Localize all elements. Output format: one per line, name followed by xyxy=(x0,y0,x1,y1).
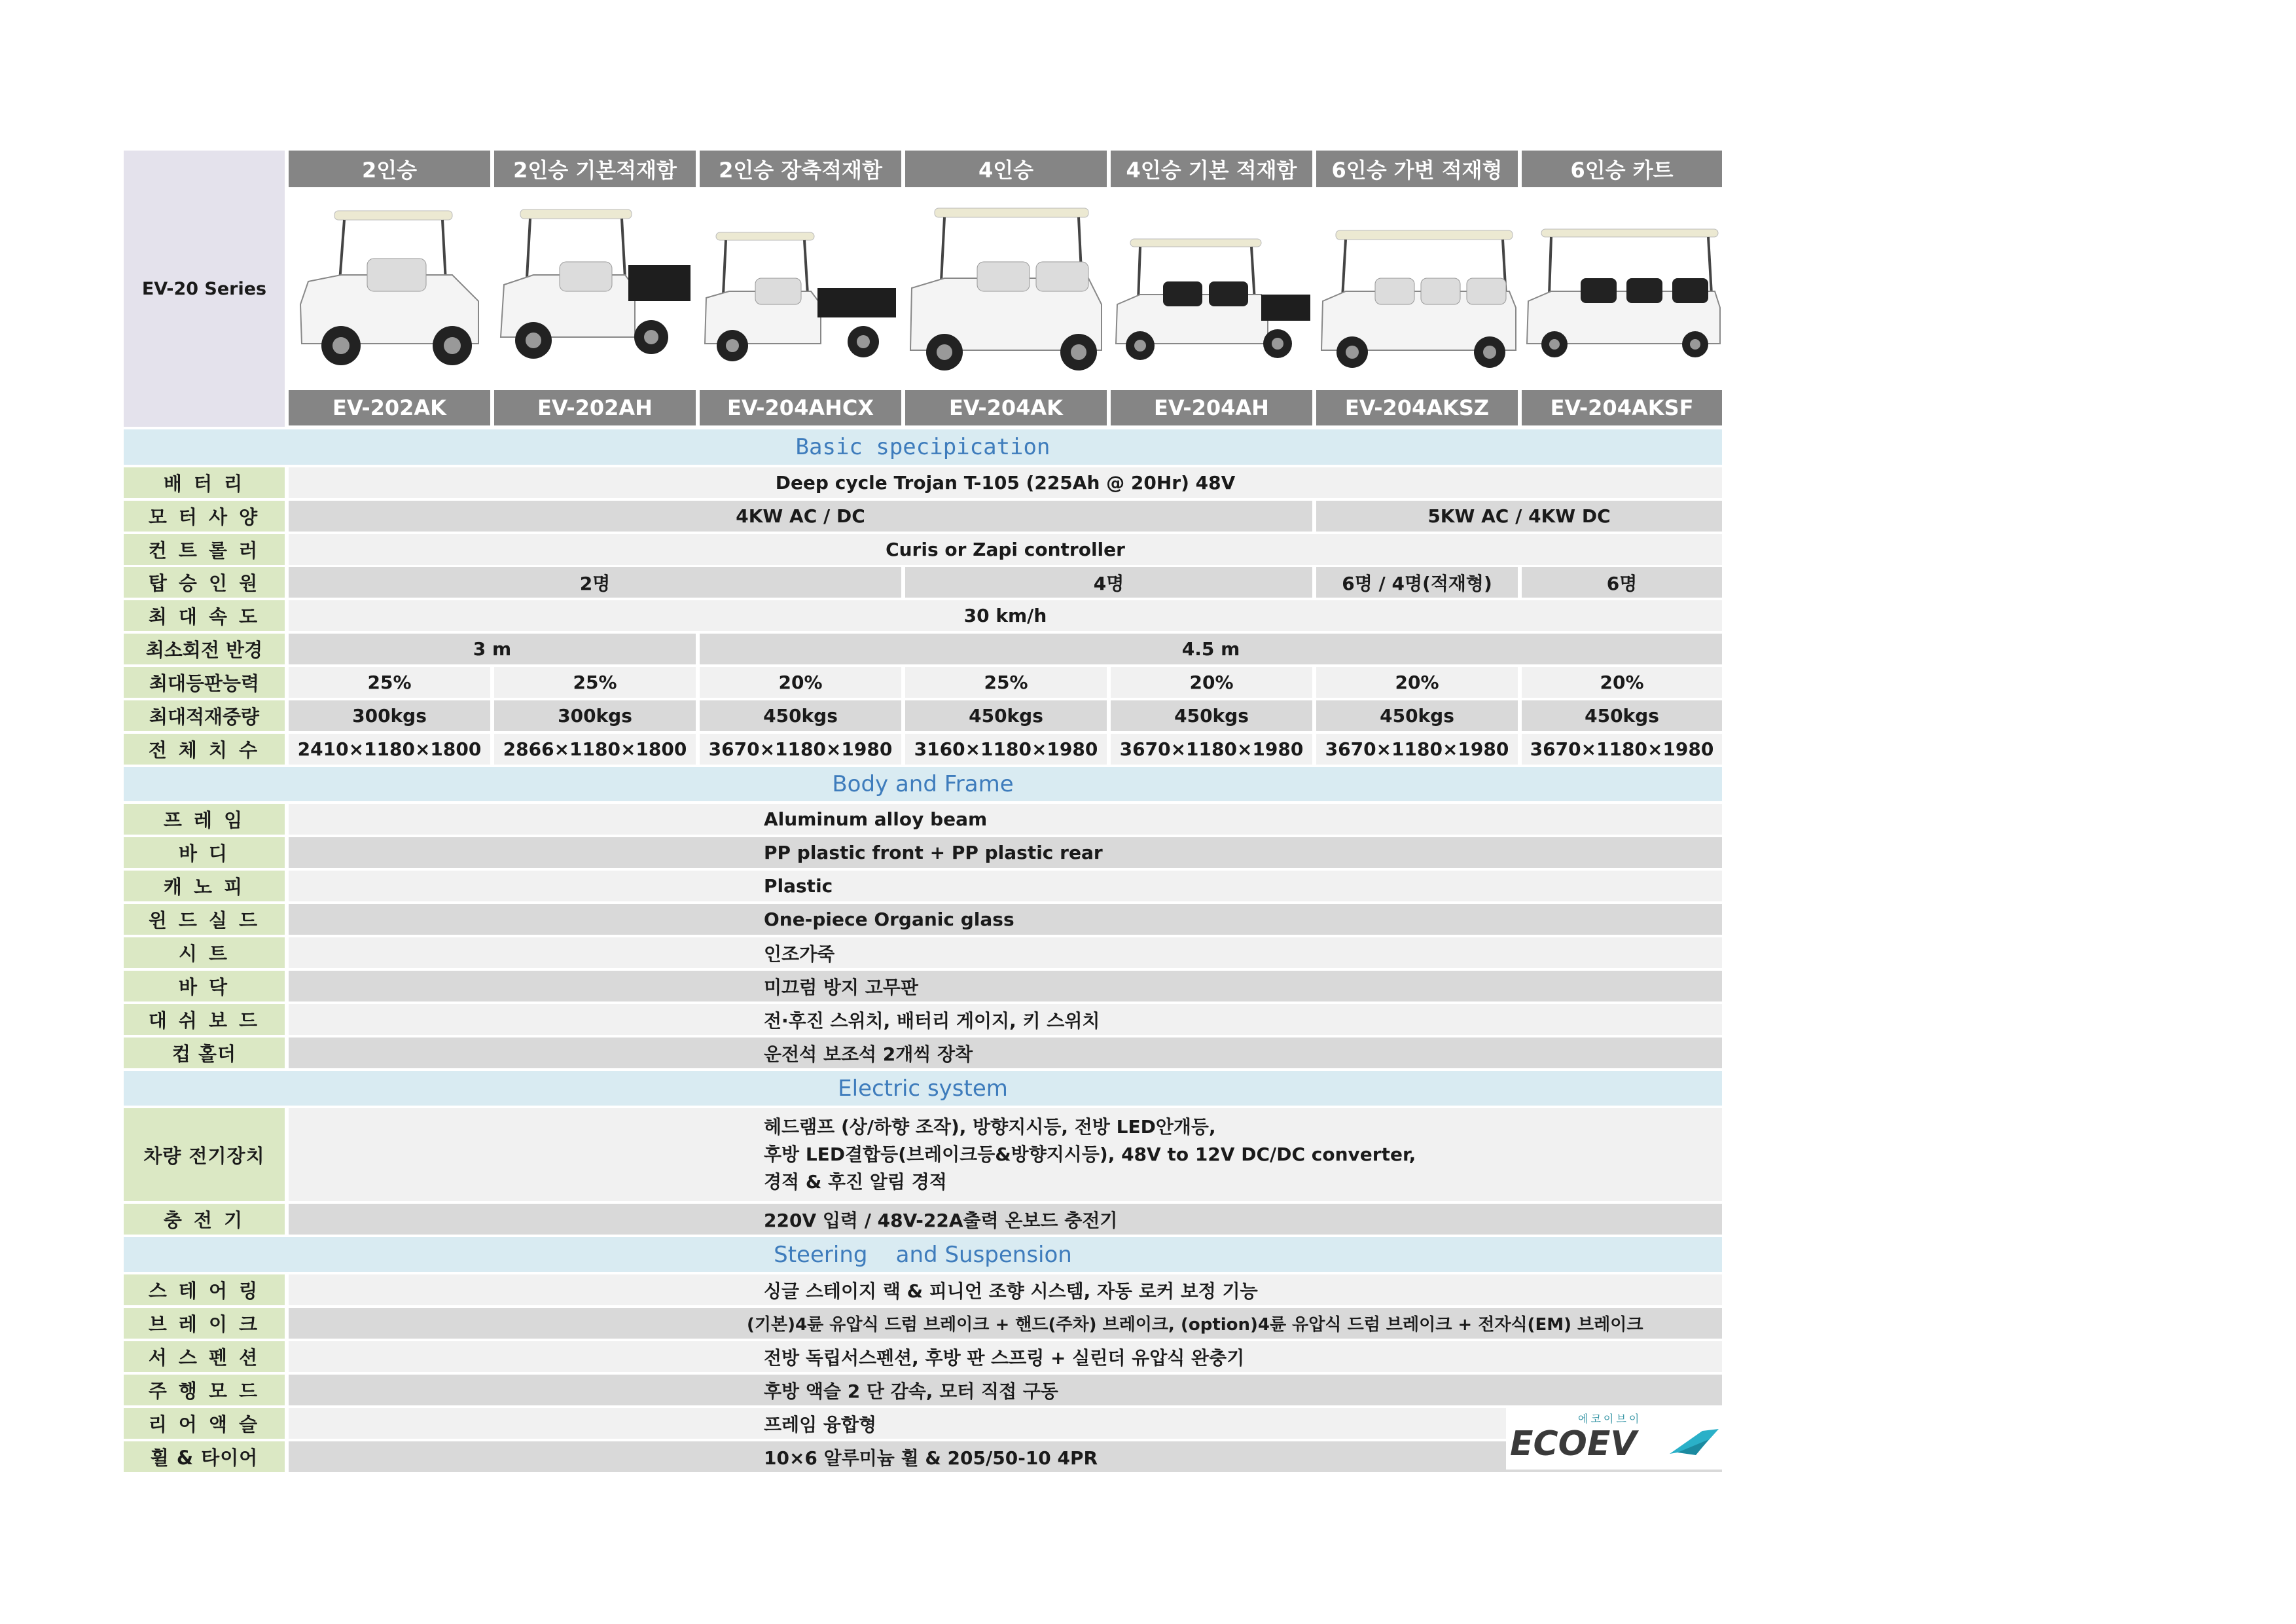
load-value: 450kgs xyxy=(1111,700,1312,731)
variant-header: 4인승 기본 적재함 xyxy=(1111,151,1312,187)
load-value: 450kgs xyxy=(1316,700,1518,731)
model-header: EV-202AH xyxy=(494,390,696,425)
dimensions-value: 2410×1180×1800 xyxy=(289,734,490,765)
row-label-speed: 최 대 속 도 xyxy=(124,600,285,631)
load-value: 300kgs xyxy=(289,700,490,731)
section-header-basic: Basic specipication xyxy=(124,429,1722,465)
load-value: 450kgs xyxy=(905,700,1107,731)
motor-value: 4KW AC / DC xyxy=(289,501,1312,532)
load-value: 300kgs xyxy=(494,700,696,731)
climbing-value: 25% xyxy=(289,667,490,698)
series-label: EV-20 Series xyxy=(124,151,285,427)
row-label-canopy: 캐 노 피 xyxy=(124,871,285,901)
cupholder-value: 운전석 보조석 2개씩 장착 xyxy=(289,1038,1722,1068)
car-image-2-seat-long-cargo xyxy=(700,196,901,380)
climbing-value: 20% xyxy=(1111,667,1312,698)
car-image-6-seat-flip xyxy=(1316,196,1518,380)
variant-header: 6인승 카트 xyxy=(1522,151,1722,187)
suspension-value: 전방 독립서스펜션, 후방 판 스프링 + 실린더 유압식 완충기 xyxy=(289,1341,1722,1372)
car-image-6-seat xyxy=(1522,196,1722,380)
model-header: EV-204AHCX xyxy=(700,390,901,425)
frame-value: Aluminum alloy beam xyxy=(289,804,1722,835)
row-label-wheel-tire: 휠 & 타이어 xyxy=(124,1441,285,1472)
rear-axle-value: 프레임 융합형 xyxy=(289,1408,1722,1439)
drive-mode-value: 후방 액슬 2 단 감속, 모터 직접 구동 xyxy=(289,1375,1722,1405)
dimensions-value: 2866×1180×1800 xyxy=(494,734,696,765)
canopy-value: Plastic xyxy=(289,871,1722,901)
row-label-capacity: 탑 승 인 원 xyxy=(124,567,285,598)
charger-value: 220V 입력 / 48V-22A출력 온보드 충전기 xyxy=(289,1204,1722,1235)
capacity-value: 6명 xyxy=(1522,567,1722,598)
dimensions-value: 3160×1180×1980 xyxy=(905,734,1107,765)
seat-value: 인조가죽 xyxy=(289,937,1722,968)
dimensions-value: 3670×1180×1980 xyxy=(1522,734,1722,765)
row-label-rear-axle: 리 어 액 슬 xyxy=(124,1408,285,1439)
controller-value: Curis or Zapi controller xyxy=(289,534,1722,565)
load-value: 450kgs xyxy=(700,700,901,731)
section-header-body: Body and Frame xyxy=(124,767,1722,801)
row-label-dimensions: 전 체 치 수 xyxy=(124,734,285,765)
dashboard-value: 전·후진 스위치, 배터리 게이지, 키 스위치 xyxy=(289,1004,1722,1035)
row-label-battery: 배 터 리 xyxy=(124,467,285,498)
row-label-frame: 프 레 임 xyxy=(124,804,285,835)
row-label-load: 최대적재중량 xyxy=(124,700,285,731)
car-image-2-seat-cargo xyxy=(494,196,696,380)
wheel-tire-value: 10×6 알루미늄 휠 & 205/50-10 4PR xyxy=(289,1441,1722,1472)
turning-value: 3 m xyxy=(289,634,696,664)
dimensions-value: 3670×1180×1980 xyxy=(1316,734,1518,765)
row-label-brake: 브 레 이 크 xyxy=(124,1308,285,1339)
windshield-value: One-piece Organic glass xyxy=(289,904,1722,935)
row-label-electrical: 차량 전기장치 xyxy=(124,1108,285,1201)
electrical-line: 후방 LED결합등(브레이크등&방향지시등), 48V to 12V DC/DC converter, xyxy=(764,1144,1416,1165)
variant-header: 2인승 기본적재함 xyxy=(494,151,696,187)
car-image-2-seat xyxy=(289,196,490,380)
row-label-cupholder: 컵 홀더 xyxy=(124,1038,285,1068)
climbing-value: 20% xyxy=(700,667,901,698)
capacity-value: 2명 xyxy=(289,567,901,598)
row-label-floor: 바 닥 xyxy=(124,971,285,1001)
row-label-seat: 시 트 xyxy=(124,937,285,968)
electrical-value xyxy=(289,1108,1722,1201)
ecoev-logo xyxy=(1506,1408,1722,1470)
climbing-value: 25% xyxy=(494,667,696,698)
row-label-suspension: 서 스 펜 션 xyxy=(124,1341,285,1372)
svg-text:ECOEV: ECOEV xyxy=(1510,1424,1637,1464)
car-image-4-seat-cargo xyxy=(1111,196,1312,380)
variant-header: 2인승 xyxy=(289,151,490,187)
section-header-electric: Electric system xyxy=(124,1071,1722,1106)
row-label-motor: 모 터 사 양 xyxy=(124,501,285,532)
ecoev-logo-mark xyxy=(1506,1408,1722,1470)
climbing-value: 25% xyxy=(905,667,1107,698)
climbing-value: 20% xyxy=(1316,667,1518,698)
model-header: EV-204AK xyxy=(905,390,1107,425)
row-label-steering: 스 테 어 링 xyxy=(124,1274,285,1305)
section-header-steering: Steering and Suspension xyxy=(124,1237,1722,1272)
climbing-value: 20% xyxy=(1522,667,1722,698)
model-header: EV-204AKSZ xyxy=(1316,390,1518,425)
floor-value: 미끄럼 방지 고무판 xyxy=(289,971,1722,1001)
capacity-value: 6명 / 4명(적재형) xyxy=(1316,567,1518,598)
variant-header: 2인승 장축적재함 xyxy=(700,151,901,187)
row-label-drive-mode: 주 행 모 드 xyxy=(124,1375,285,1405)
dimensions-value: 3670×1180×1980 xyxy=(1111,734,1312,765)
model-header: EV-204AH xyxy=(1111,390,1312,425)
electrical-line: 헤드램프 (상/하향 조작), 방향지시등, 전방 LED안개등, xyxy=(764,1116,1216,1138)
row-label-windshield: 윈 드 실 드 xyxy=(124,904,285,935)
row-label-climbing: 최대등판능력 xyxy=(124,667,285,698)
speed-value: 30 km/h xyxy=(289,600,1722,631)
body-value: PP plastic front + PP plastic rear xyxy=(289,837,1722,868)
model-header: EV-204AKSF xyxy=(1522,390,1722,425)
row-label-body: 바 디 xyxy=(124,837,285,868)
row-label-controller: 컨 트 롤 러 xyxy=(124,534,285,565)
svg-text:에코이브이: 에코이브이 xyxy=(1578,1413,1642,1425)
load-value: 450kgs xyxy=(1522,700,1722,731)
motor-value: 5KW AC / 4KW DC xyxy=(1316,501,1722,532)
electrical-line: 경적 & 후진 알림 경적 xyxy=(764,1171,947,1193)
row-label-charger: 충 전 기 xyxy=(124,1204,285,1235)
row-label-dashboard: 대 쉬 보 드 xyxy=(124,1004,285,1035)
battery-value: Deep cycle Trojan T-105 (225Ah @ 20Hr) 48V xyxy=(289,467,1722,498)
car-image-4-seat xyxy=(905,196,1107,380)
capacity-value: 4명 xyxy=(905,567,1312,598)
brake-value: (기본)4륜 유압식 드럼 브레이크 + 핸드(주차) 브레이크, (option)4륜 유압식 드럼 브레이크 + 전자식(EM) 브레이크 xyxy=(289,1308,1722,1339)
dimensions-value: 3670×1180×1980 xyxy=(700,734,901,765)
row-label-turning: 최소회전 반경 xyxy=(124,634,285,664)
turning-value: 4.5 m xyxy=(700,634,1722,664)
variant-header: 6인승 가변 적재형 xyxy=(1316,151,1518,187)
model-header: EV-202AK xyxy=(289,390,490,425)
variant-header: 4인승 xyxy=(905,151,1107,187)
steering-value: 싱글 스테이지 랙 & 피니언 조향 시스템, 자동 로커 보정 기능 xyxy=(289,1274,1722,1305)
